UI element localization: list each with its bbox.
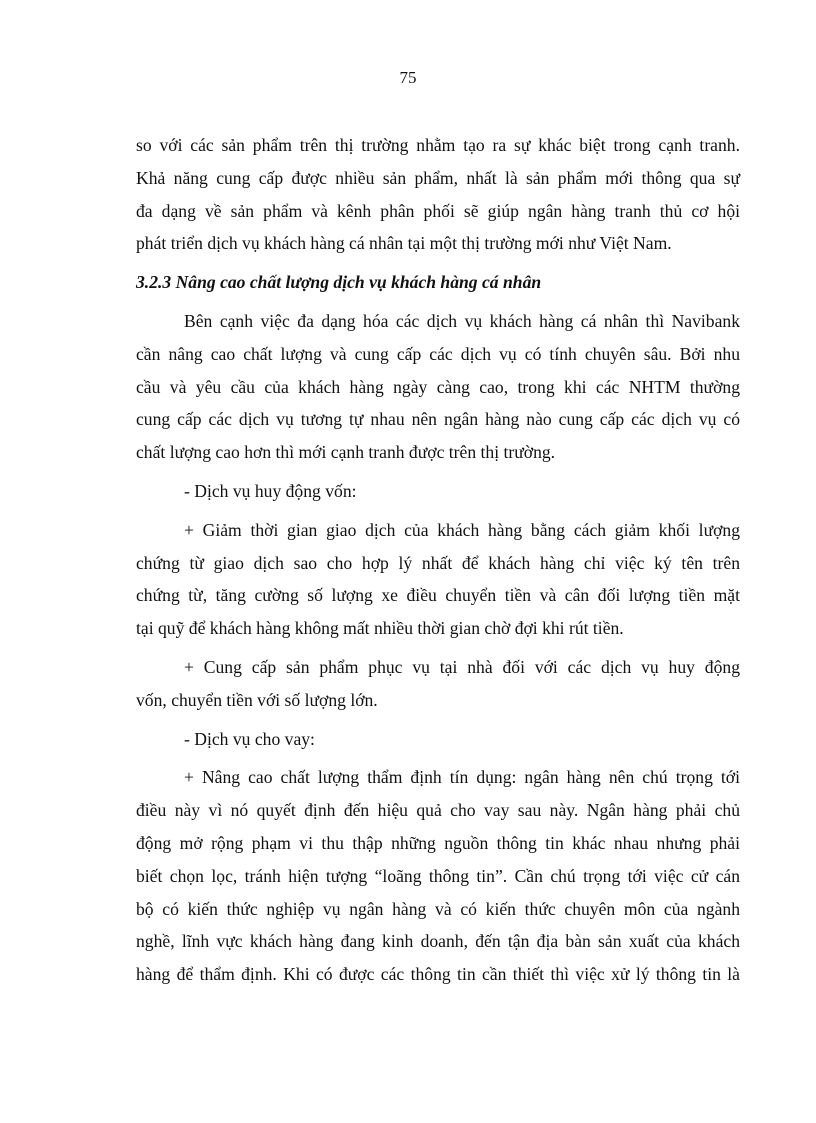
paragraph-credit-appraisal [136, 761, 740, 991]
paragraph-product-differentiation [136, 129, 740, 260]
text-line: vốn, chuyển tiền với số lượng lớn. [136, 689, 378, 710]
text-line: biết chọn lọc, tránh hiện tượng “loãng thông tin”. Cần chú trọng tới việc cử cán [136, 865, 740, 886]
text-line: + Giảm thời gian giao dịch của khách hàng bằng cách giảm khối lượng [184, 519, 740, 540]
text-line: phát triển dịch vụ khách hàng cá nhân tại một thị trường mới như Việt Nam. [136, 233, 672, 254]
text-line: cung cấp các dịch vụ tương tự nhau nên ngân hàng nào cung cấp các dịch vụ có [136, 409, 740, 430]
text-line: chất lượng cao hơn thì mới cạnh tranh được trên thị trường. [136, 442, 556, 463]
text-line: Khả năng cung cấp được nhiều sản phẩm, nhất là sản phẩm mới thông qua sự [136, 167, 740, 188]
text-line: đa dạng về sản phẩm và kênh phân phối sẽ giúp ngân hàng tranh thủ cơ hội [136, 200, 740, 221]
text-line: tại quỹ để khách hàng không mất nhiều thời gian chờ đợi khi rút tiền. [136, 618, 624, 639]
text-line: + Cung cấp sản phẩm phục vụ tại nhà đối với các dịch vụ huy động [184, 656, 740, 677]
paragraph-home-service [136, 651, 740, 717]
text-line: + Nâng cao chất lượng thẩm định tín dụng: ngân hàng nên chú trọng tới [184, 767, 740, 788]
text-line: Bên cạnh việc đa dạng hóa các dịch vụ khách hàng cá nhân thì Navibank [184, 310, 740, 331]
paragraph-reduce-transaction-time [136, 514, 740, 645]
text-line: bộ có kiến thức nghiệp vụ ngân hàng và có kiến thức chuyên môn của ngành [136, 898, 740, 919]
section-heading: 3.2.3 Nâng cao chất lượng dịch vụ khách hàng cá nhân [136, 272, 542, 293]
text-line: động mở rộng phạm vi thu thập những nguồn thông tin khác nhau nhưng phải [136, 832, 740, 853]
text-line: cầu và yêu cầu của khách hàng ngày càng cao, trong khi các NHTM thường [136, 376, 740, 397]
text-line: chứng từ, tăng cường số lượng xe điều chuyển tiền và cân đối lượng tiền mặt [136, 585, 740, 606]
text-line: cần nâng cao chất lượng và cung cấp các dịch vụ có tính chuyên sâu. Bởi nhu [136, 343, 740, 364]
subheading-deposit-services: - Dịch vụ huy động vốn: [184, 480, 357, 501]
document-body [136, 129, 740, 997]
text-line: nghề, lĩnh vực khách hàng đang kinh doanh, đến tận địa bàn sản xuất của khách [136, 931, 740, 952]
text-line: so với các sản phẩm trên thị trường nhằm tạo ra sự khác biệt trong cạnh tranh. [136, 135, 740, 155]
paragraph-service-quality [136, 305, 740, 469]
text-line: chứng từ giao dịch sao cho hợp lý nhất để khách hàng chỉ việc ký tên trên [136, 552, 740, 573]
subheading-lending-services: - Dịch vụ cho vay: [184, 728, 315, 749]
text-line: điều này vì nó quyết định đến hiệu quả cho vay sau này. Ngân hàng phải chủ [136, 800, 740, 821]
page-number: 75 [399, 68, 417, 87]
text-line: hàng để thẩm định. Khi có được các thông tin cần thiết thì việc xử lý thông tin là [136, 964, 740, 985]
